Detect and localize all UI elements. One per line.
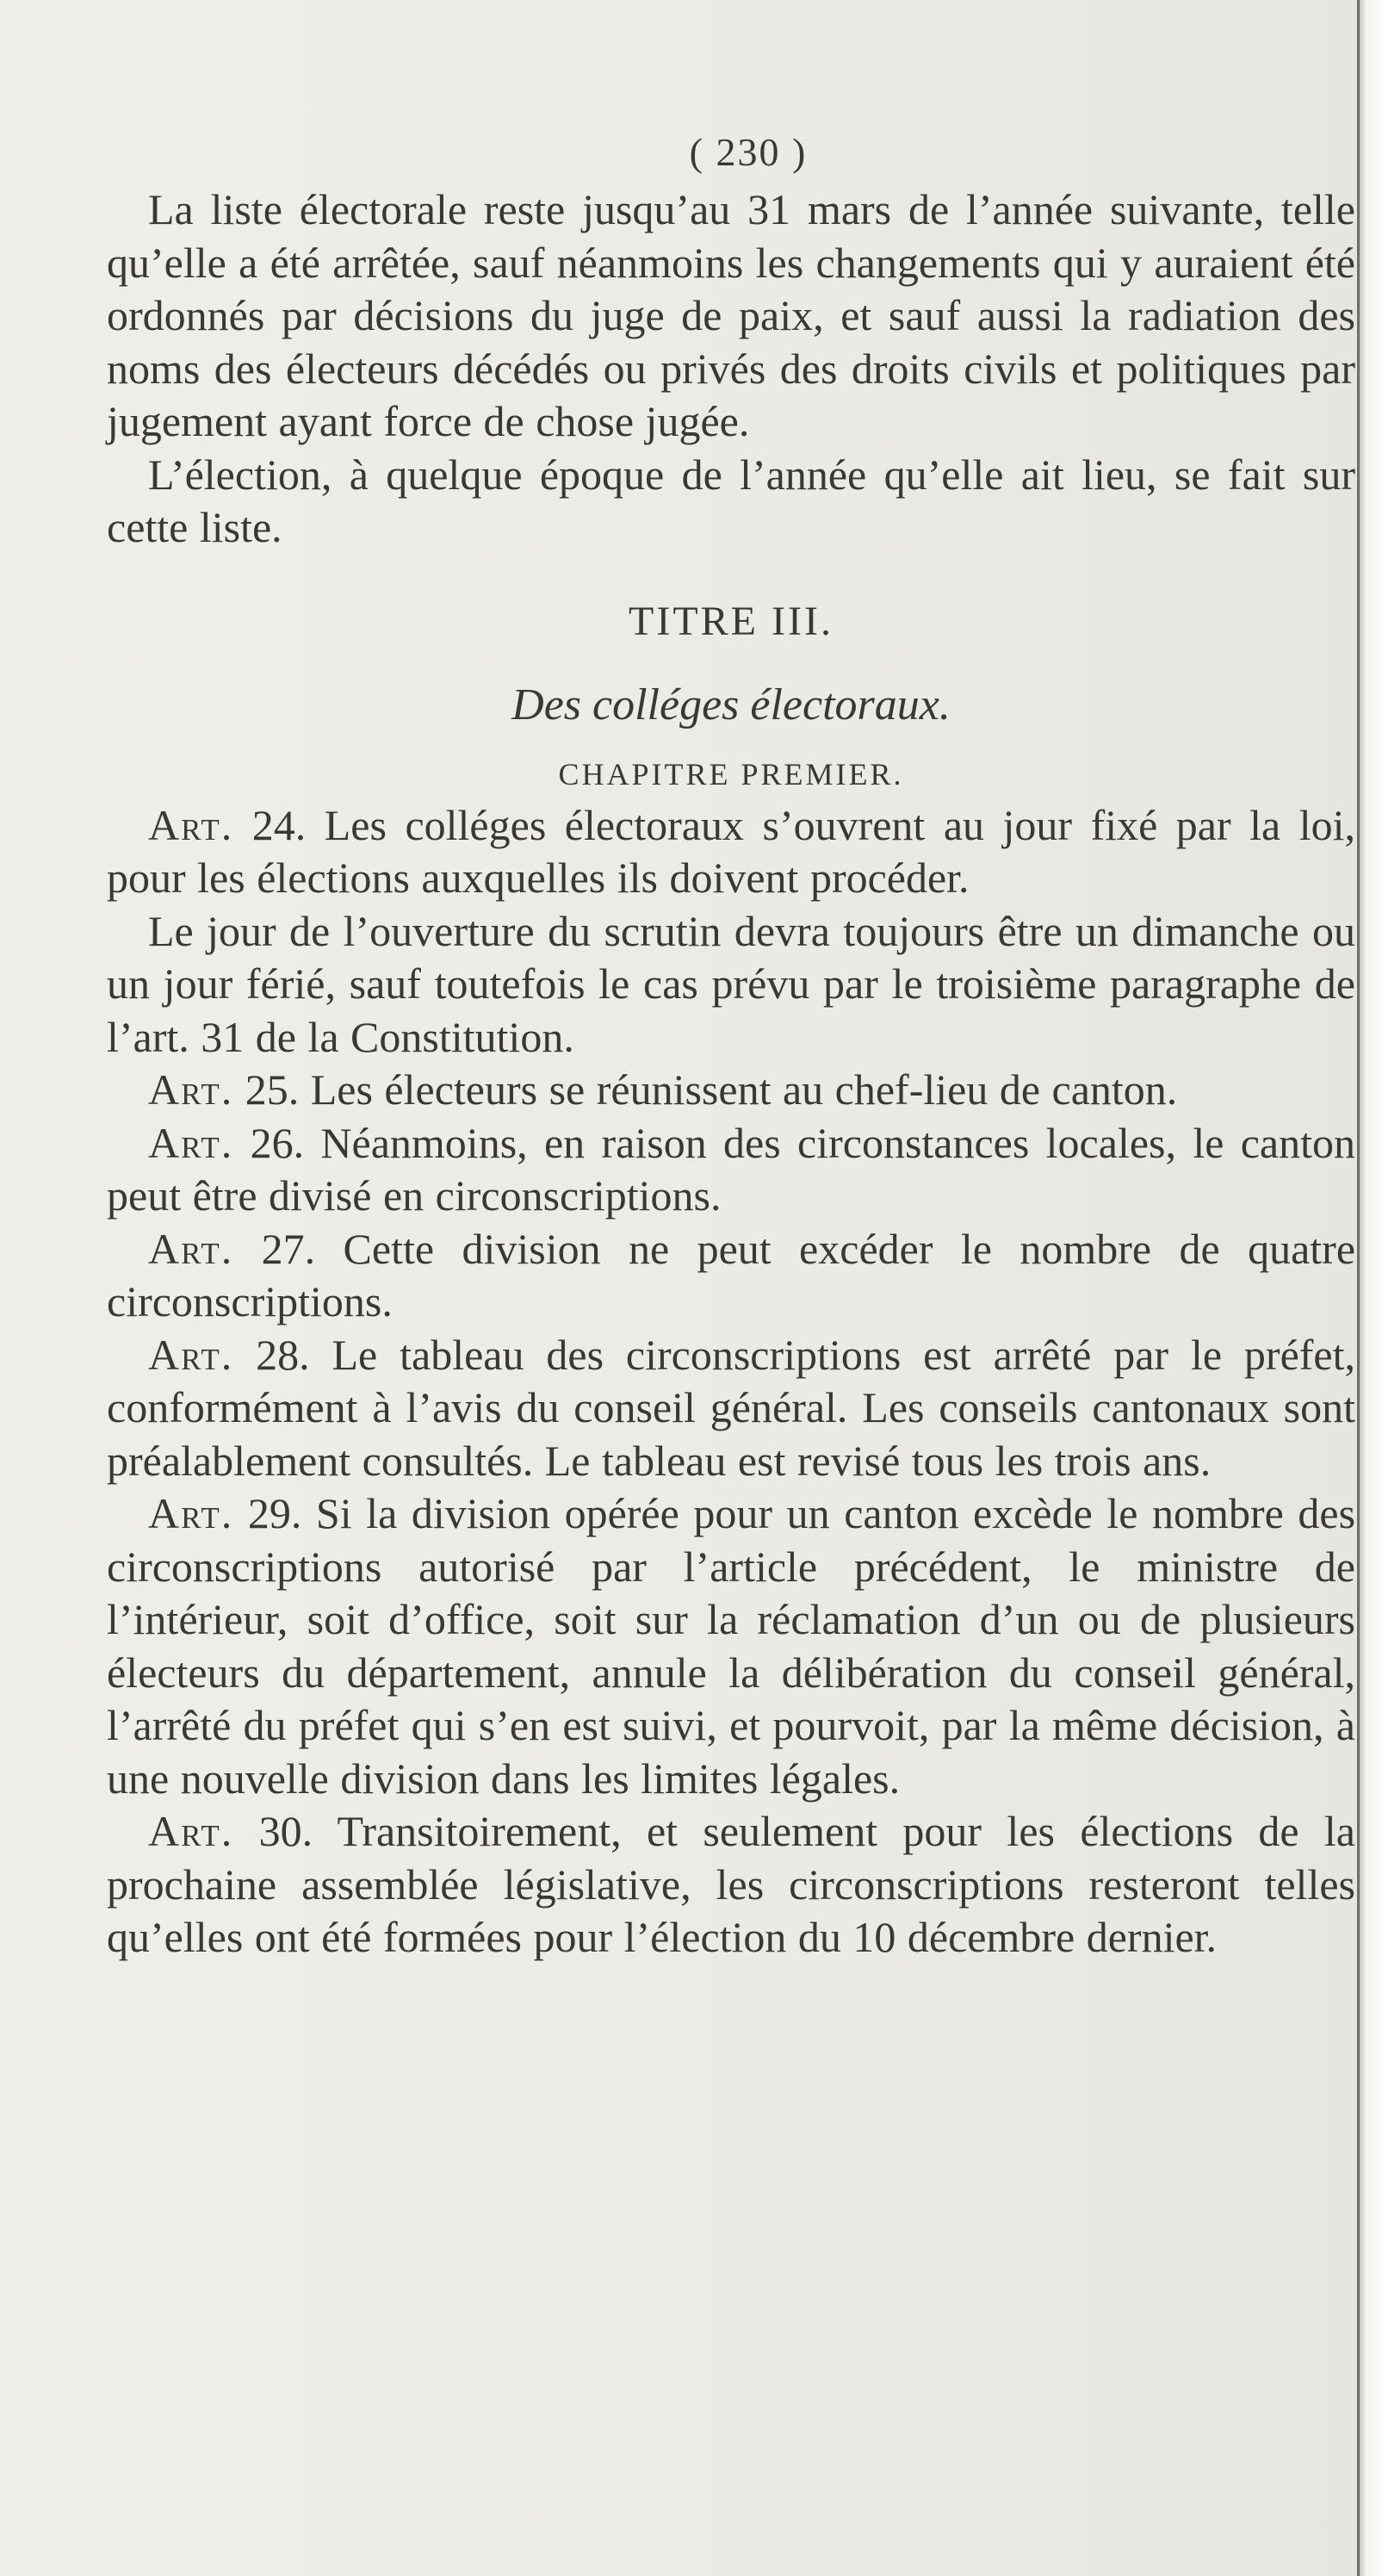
article-label: Art.	[148, 1118, 234, 1167]
article-text: Les colléges électoraux s’ouvrent au jour fixé par la loi, pour les élections auxquelles ils doivent procéder.	[107, 800, 1356, 902]
article-29	[107, 1487, 1355, 1805]
article-text: Néanmoins, en raison des circonstances locales, le canton peut être divisé en circonscriptions.	[107, 1118, 1356, 1220]
article-number: 29.	[247, 1489, 302, 1537]
article-text: Les électeurs se réunissent au chef-lieu de canton.	[310, 1065, 1178, 1114]
page-binding-edge	[1357, 0, 1360, 2576]
article-number: 26.	[250, 1118, 305, 1167]
article-label: Art.	[148, 1807, 234, 1855]
article-number: 30.	[258, 1807, 313, 1855]
page-fold-shadow	[1358, 0, 1382, 2576]
article-number: 25.	[245, 1065, 300, 1114]
subtitle-heading: Des colléges électoraux.	[511, 680, 951, 729]
chapter-heading: CHAPITRE PREMIER.	[558, 756, 904, 791]
article-label: Art.	[148, 1065, 234, 1114]
article-30	[107, 1805, 1355, 1965]
article-text: Transitoirement, et seulement pour les élections de la prochaine assemblée législative, les circonscriptions resteront telles qu’elles ont été formées pour l’élection du 10 décembre dernier.	[107, 1807, 1355, 1961]
article-28	[107, 1329, 1355, 1488]
article-number: 28.	[256, 1330, 310, 1379]
article-number: 27.	[261, 1224, 316, 1273]
article-27	[107, 1223, 1355, 1329]
article-26	[107, 1117, 1355, 1223]
article-label: Art.	[148, 1489, 234, 1537]
intro-paragraph-1: La liste électorale reste jusqu’au 31 mars de l’année suivante, telle qu’elle a été arrêtée, sauf néanmoins les changements qui y auraient été ordonnés par décisions du juge de paix, et sauf aussi la radiation des noms des électeurs décédés ou privés des droits civils et politiques par jugement ayant force de chose jugée.	[107, 185, 1355, 445]
article-label: Art.	[148, 800, 234, 849]
page-number: ( 230 )	[689, 130, 808, 174]
article-text: Le tableau des circonscriptions est arrêté par le préfet, conformément à l’avis du conseil général. Les conseils cantonaux sont préalablement consultés. Le tableau est revisé tous les trois ans.	[107, 1330, 1356, 1485]
page-text-block	[107, 129, 1355, 1965]
article-label: Art.	[148, 1330, 234, 1379]
title-heading: TITRE III.	[629, 598, 834, 644]
article-label: Art.	[148, 1224, 234, 1273]
article-24-paragraph-2: Le jour de l’ouverture du scrutin devra toujours être un dimanche ou un jour férié, sauf toutefois le cas prévu par le troisième paragraphe de l’art. 31 de la Constitution.	[107, 906, 1355, 1061]
article-24	[107, 799, 1355, 905]
article-text: Si la division opérée pour un canton excède le nombre des circonscriptions autorisé par l’article précédent, le ministre de l’intérieur, soit d’office, soit sur la réclamation d’un ou de plusieurs électeurs du département, annule la délibération du conseil général, l’arrêté du préfet qui s’en est suivi, et pourvoit, par la même décision, à une nouvelle division dans les limites légales.	[107, 1489, 1356, 1803]
article-text: Cette division ne peut excéder le nombre de quatre circonscriptions.	[107, 1224, 1356, 1325]
article-25	[107, 1064, 1355, 1117]
intro-paragraph-2: L’élection, à quelque époque de l’année qu’elle ait lieu, se fait sur cette liste.	[107, 450, 1355, 551]
article-number: 24.	[251, 800, 307, 849]
